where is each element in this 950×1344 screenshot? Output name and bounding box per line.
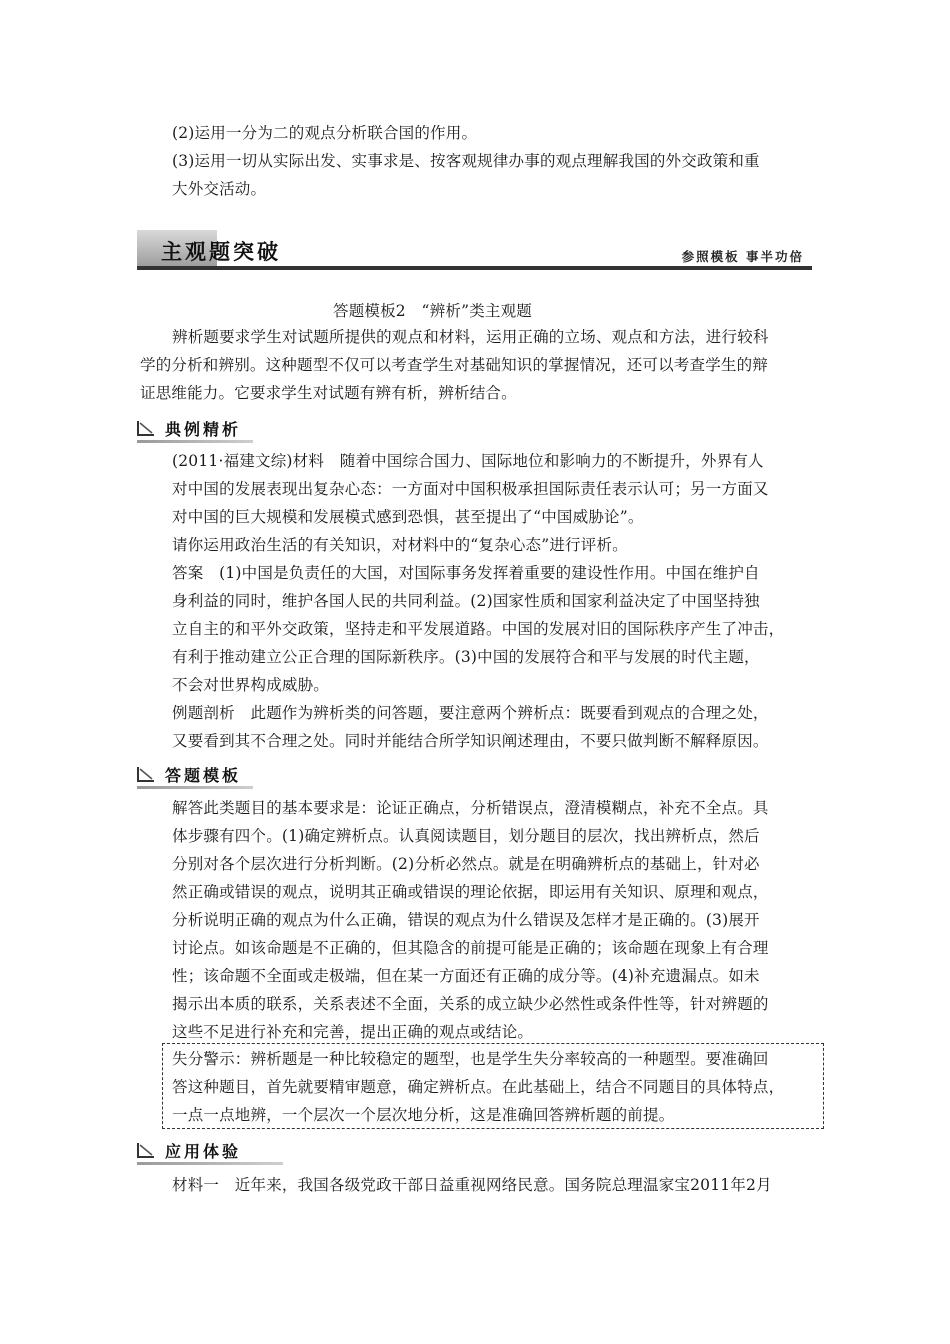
corner-arrow-icon bbox=[137, 1142, 155, 1158]
section-header-template bbox=[137, 762, 253, 790]
intro-line-2: (3)运用一切从实际出发、实事求是、按客观规律办事的观点理解我国的外交政策和重 bbox=[172, 152, 760, 170]
example-line: 对中国的巨大规模和发展模式感到恐惧，甚至提出了“中国威胁论”。 bbox=[172, 508, 644, 526]
template-heading: 答题模板2 “辨析”类主观题 bbox=[333, 302, 533, 320]
template-line: 体步骤有四个。(1)确定辨析点。认真阅读题目，划分题目的层次，找出辨析点，然后 bbox=[172, 827, 760, 845]
template-line: 分别对各个层次进行分析判断。(2)分析必然点。就是在明确辨析点的基础上，针对必 bbox=[172, 855, 760, 873]
template-line: 解答此类题目的基本要求是：论证正确点，分析错误点，澄清模糊点，补充不全点。具 bbox=[172, 799, 769, 817]
example-line: 对中国的发展表现出复杂心态：一方面对中国积极承担国际责任表示认可；另一方面又 bbox=[172, 480, 769, 498]
template-line: 性；该命题不全面或走极端，但在某一方面还有正确的成分等。(4)补充遗漏点。如未 bbox=[172, 967, 760, 985]
intro-para-line-2: 学的分析和辨别。这种题型不仅可以考查学生对基础知识的掌握情况，还可以考查学生的辩 bbox=[140, 356, 769, 374]
section-header-practice bbox=[137, 1138, 283, 1166]
section-title: 典例精析 bbox=[165, 420, 242, 439]
example-line: 不会对世界构成威胁。 bbox=[172, 676, 330, 694]
warning-line: 一点一点地辨，一个层次一个层次地分析，这是准确回答辨析题的前提。 bbox=[172, 1106, 675, 1124]
template-line: 这些不足进行补充和完善，提出正确的观点或结论。 bbox=[172, 1023, 534, 1041]
warning-line: 答这种题目，首先就要精审题意，确定辨析点。在此基础上，结合不同题目的具体特点， bbox=[172, 1078, 785, 1096]
banner-title: 主观题突破 bbox=[161, 240, 281, 264]
banner-rule bbox=[137, 266, 812, 270]
practice-line: 材料一 近年来，我国各级党政干部日益重视网络民意。国务院总理温家宝2011年2月 bbox=[172, 1176, 772, 1194]
corner-arrow-icon bbox=[137, 420, 155, 436]
template-line: 分析说明正确的观点为什么正确，错误的观点为什么错误及怎样才是正确的。(3)展开 bbox=[172, 911, 760, 929]
template-line: 揭示出本质的联系，关系表述不全面，关系的成立缺少必然性或条件性等，针对辨题的 bbox=[172, 995, 769, 1013]
section-banner bbox=[137, 230, 812, 270]
section-title: 答题模板 bbox=[165, 766, 242, 785]
section-title: 应用体验 bbox=[165, 1142, 242, 1161]
warning-line: 失分警示：辨析题是一种比较稳定的题型，也是学生失分率较高的一种题型。要准确回 bbox=[172, 1050, 769, 1068]
template-line: 讨论点。如该命题是不正确的，但其隐含的前提可能是正确的；该命题在现象上有合理 bbox=[172, 939, 769, 957]
banner-slogan: 参照模板 事半功倍 bbox=[681, 249, 804, 264]
section-rule bbox=[137, 786, 253, 789]
example-line: 答案 (1)中国是负责任的大国，对国际事务发挥着重要的建设性作用。中国在维护自 bbox=[172, 564, 760, 582]
example-line: 又要看到其不合理之处。同时并能结合所学知识阐述理由，不要只做判断不解释原因。 bbox=[172, 732, 769, 750]
example-line: 身利益的同时，维护各国人民的共同利益。(2)国家性质和国家利益决定了中国坚持独 bbox=[172, 592, 760, 610]
section-rule bbox=[137, 1162, 283, 1165]
intro-para-line-1: 辨析题要求学生对试题所提供的观点和材料，运用正确的立场、观点和方法，进行较科 bbox=[172, 328, 769, 346]
example-line: 例题剖析 此题作为辨析类的问答题，要注意两个辨析点：既要看到观点的合理之处， bbox=[172, 704, 769, 722]
example-line: 请你运用政治生活的有关知识，对材料中的“复杂心态”进行评析。 bbox=[172, 536, 628, 554]
section-header-example bbox=[137, 416, 253, 444]
intro-line-3: 大外交活动。 bbox=[172, 180, 267, 198]
corner-arrow-icon bbox=[137, 766, 155, 782]
intro-line-1: (2)运用一分为二的观点分析联合国的作用。 bbox=[172, 124, 478, 142]
example-line: (2011·福建文综)材料 随着中国综合国力、国际地位和影响力的不断提升，外界有人 bbox=[172, 452, 764, 470]
section-rule bbox=[137, 440, 253, 443]
intro-para-line-3: 证思维能力。它要求学生对试题有辨有析，辨析结合。 bbox=[140, 384, 517, 402]
template-line: 然正确或错误的观点，说明其正确或错误的理论依据，即运用有关知识、原理和观点， bbox=[172, 883, 769, 901]
example-line: 有利于推动建立公正合理的国际新秩序。(3)中国的发展符合和平与发展的时代主题， bbox=[172, 648, 760, 666]
example-line: 立自主的和平外交政策，坚持走和平发展道路。中国的发展对旧的国际秩序产生了冲击， bbox=[172, 620, 785, 638]
